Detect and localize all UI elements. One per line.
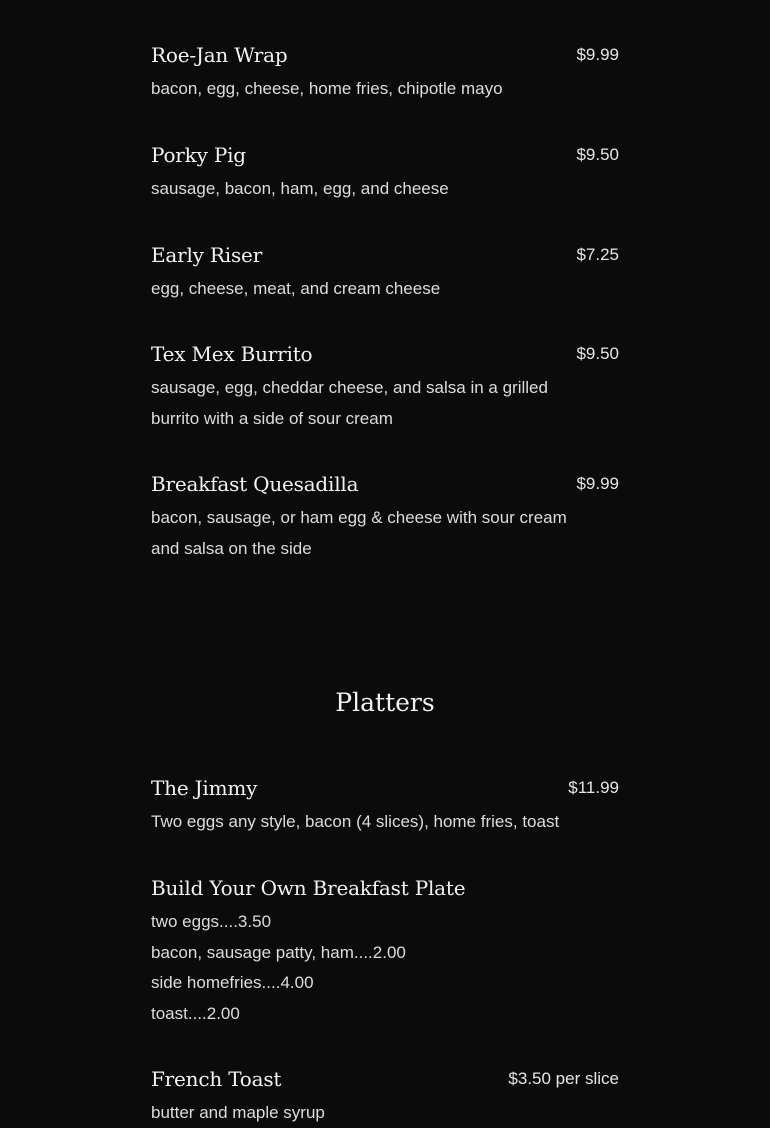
menu-item-price: $9.99 — [576, 45, 619, 64]
menu-item-name: Build Your Own Breakfast Plate — [151, 876, 466, 900]
description-line: Two eggs any style, bacon (4 slices), home fries, toast — [151, 812, 560, 831]
menu-item-description — [151, 1098, 561, 1128]
description-line: bacon, egg, cheese, home fries, chipotle mayo — [151, 79, 503, 98]
menu-item-porky-pig — [151, 140, 619, 205]
menu-item-header — [151, 339, 619, 369]
menu-item-header — [151, 469, 619, 499]
description-line: butter and maple syrup — [151, 1103, 325, 1122]
description-line: bacon, sausage patty, ham....2.00 — [151, 942, 406, 962]
menu-item-description — [151, 74, 561, 105]
menu-item-name: Porky Pig — [151, 143, 246, 167]
menu-item-description — [151, 373, 561, 434]
menu-item-price: $9.99 — [576, 474, 619, 493]
description-line: two eggs....3.50 — [151, 912, 272, 931]
menu-item-price: $7.25 — [576, 245, 619, 264]
menu-item-header — [151, 240, 619, 270]
menu-item-build-your-own-breakfast-plate — [151, 873, 619, 1029]
menu-item-breakfast-quesadilla — [151, 469, 619, 564]
menu-item-description — [151, 503, 567, 564]
menu-item-price: $9.50 — [576, 145, 619, 164]
menu-item-description — [151, 807, 561, 838]
menu-item-header — [151, 873, 619, 903]
menu-item-name: Breakfast Quesadilla — [151, 472, 359, 496]
menu-item-roe-jan-wrap — [151, 40, 619, 105]
description-line: side homefries....4.00 — [151, 973, 314, 992]
menu-item-description — [151, 174, 561, 205]
menu-item-header — [151, 40, 619, 70]
menu-item-price: $11.99 — [568, 778, 619, 797]
description-line: burrito with a side of sour cream — [151, 408, 393, 428]
description-line: bacon, sausage, or ham egg & cheese with sour cream — [151, 508, 567, 527]
menu-item-name: Early Riser — [151, 243, 263, 267]
menu-item-tex-mex-burrito — [151, 339, 619, 434]
menu-item-header — [151, 140, 619, 170]
description-line: sausage, bacon, ham, egg, and cheese — [151, 179, 449, 198]
section-title-platters: Platters — [335, 688, 435, 717]
menu-item-french-toast — [151, 1064, 619, 1128]
menu-item-description — [151, 907, 561, 1029]
menu-item-early-riser — [151, 240, 619, 305]
menu-item-price: $3.50 per slice — [508, 1069, 619, 1088]
description-line: sausage, egg, cheddar cheese, and salsa in a grilled — [151, 378, 548, 397]
menu-item-header — [151, 1064, 619, 1094]
menu-item-name: Roe-Jan Wrap — [151, 43, 288, 67]
description-line: toast....2.00 — [151, 1003, 240, 1023]
menu-item-name: The Jimmy — [151, 776, 258, 800]
menu-item-name: French Toast — [151, 1067, 282, 1091]
menu-item-price: $9.50 — [576, 344, 619, 363]
menu-item-header — [151, 773, 619, 803]
description-line: and salsa on the side — [151, 538, 312, 558]
menu-item-name: Tex Mex Burrito — [151, 342, 313, 366]
menu-item-description — [151, 274, 561, 305]
description-line: egg, cheese, meat, and cream cheese — [151, 279, 441, 298]
menu-item-the-jimmy — [151, 773, 619, 838]
